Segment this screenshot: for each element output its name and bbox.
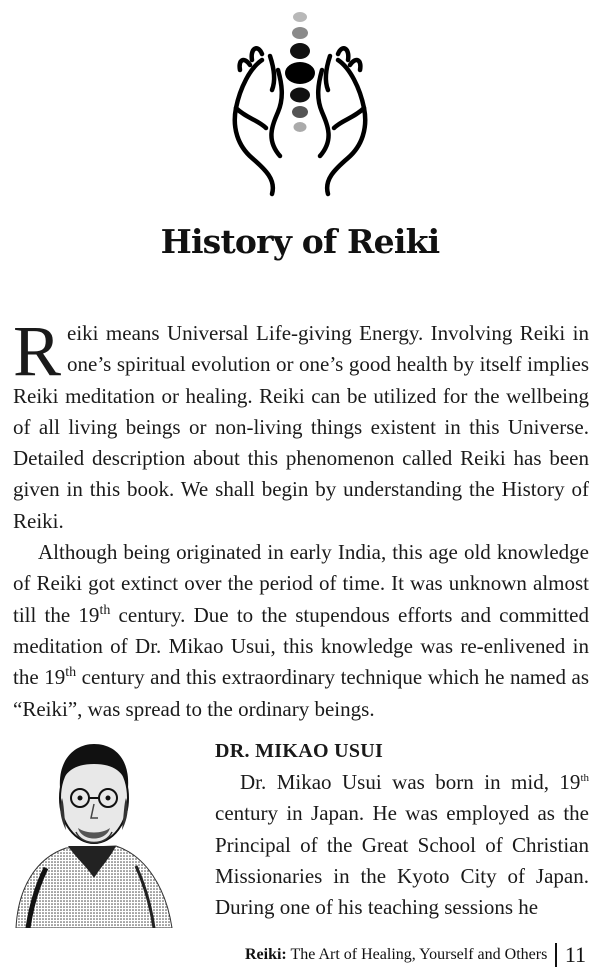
superscript: th — [580, 772, 589, 784]
usui-section — [215, 736, 589, 923]
paragraph-2-part-3: century and this extraordinary technique which he named as “Reiki”, was spread to the ordinary beings. — [13, 665, 589, 721]
superscript: th — [99, 602, 111, 618]
reiki-hands-logo — [210, 8, 390, 200]
page-footer — [245, 942, 586, 968]
paragraph-2-part-2: century. Due to the stupendous efforts and committed meditation of Dr. Mikao Usui, this knowledge was re-enlivened in the 19 — [13, 602, 589, 690]
page-number: 11 — [564, 942, 586, 967]
section-paragraph — [215, 767, 589, 923]
section-text-part-2: century in Japan. He was employed as the Principal of the Great School of Christian Missionaries in the Kyoto City of Japan. During one of his teaching sessions he — [215, 801, 589, 920]
drop-cap: R — [13, 311, 62, 391]
paragraph-1 — [13, 311, 589, 537]
book-subtitle: The Art of Healing, Yourself and Others — [286, 946, 548, 963]
paragraph-2-part-1: Although being originated in early India, this age old knowledge of Reiki got extinct over the period of time. It was unknown almost till the 19 — [13, 540, 589, 627]
section-heading: DR. MIKAO USUI — [215, 740, 384, 762]
section-text-part-1: Dr. Mikao Usui was born in mid, 19 — [240, 770, 581, 794]
page-title: History of Reiki — [160, 222, 440, 261]
portrait-image — [6, 738, 176, 928]
paragraph-2 — [13, 537, 589, 725]
book-brand: Reiki: — [244, 946, 287, 963]
paragraph-1-text: eiki means Universal Life-giving Energy. Involving Reiki in one’s spiritual evolution or one’s good health by itself implies Reiki meditation or healing. Reiki can be utilized for the wellbeing of all living beings or non-living things existent in this Universe. Detailed description about this phenomenon called Reiki has been given in this book. We shall begin by understanding the History of Reiki. — [13, 321, 589, 533]
footer-divider — [555, 943, 557, 967]
superscript: th — [65, 665, 77, 681]
intro-text — [13, 311, 589, 725]
